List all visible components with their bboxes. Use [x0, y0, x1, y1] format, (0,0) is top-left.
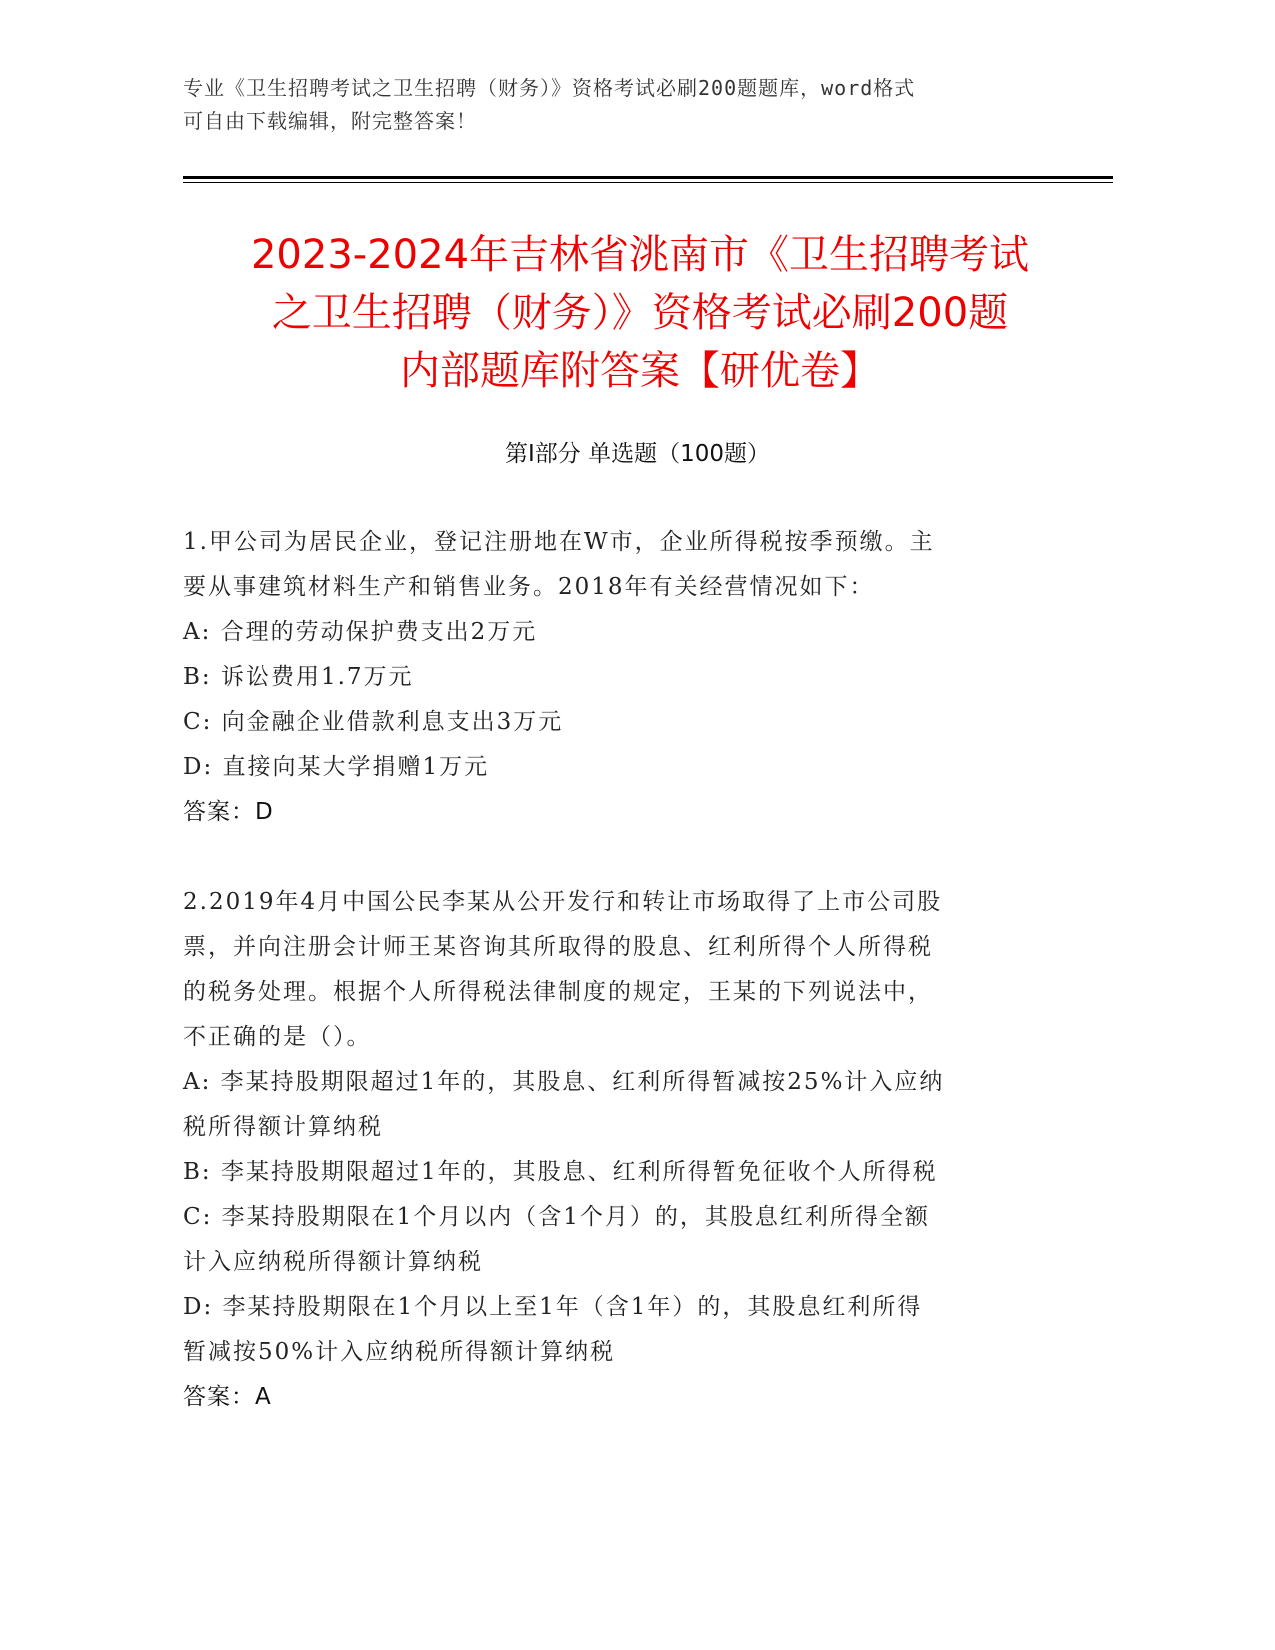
option-d-continued: 暂减按50%计入应纳税所得额计算纳税: [183, 1339, 616, 1365]
question-stem-line: 的税务处理。根据个人所得税法律制度的规定，王某的下列说法中，: [183, 979, 933, 1005]
header-note-line-2: 可自由下载编辑，附完整答案！: [183, 109, 477, 133]
option-c: C: 向金融企业借款利息支出3万元: [183, 709, 564, 735]
option-c-continued: 计入应纳税所得额计算纳税: [183, 1249, 483, 1275]
header-divider-thick: [183, 176, 1113, 179]
title-line-3: 内部题库附答案【研优卷】: [400, 348, 880, 394]
option-b: B: 诉讼费用1.7万元: [183, 664, 414, 690]
header-divider-thin: [183, 182, 1113, 183]
header-note: [183, 72, 1063, 138]
option-c: C: 李某持股期限在1个月以内（含1个月）的，其股息红利所得全额: [183, 1204, 930, 1230]
answer-label: 答案：D: [183, 799, 274, 825]
option-a: A: 合理的劳动保护费支出2万元: [183, 619, 538, 645]
answer-label: 答案：A: [183, 1384, 272, 1410]
question-stem-line: 不正确的是（）。: [183, 1024, 372, 1050]
option-b: B: 李某持股期限超过1年的，其股息、红利所得暂免征收个人所得税: [183, 1159, 938, 1185]
header-note-line-1: 专业《卫生招聘考试之卫生招聘（财务）》资格考试必刷200题题库，word格式: [183, 76, 916, 100]
question-stem-line: 1.甲公司为居民企业，登记注册地在W市，企业所得税按季预缴。主: [183, 529, 935, 555]
question-stem-line: 票，并向注册会计师王某咨询其所取得的股息、红利所得个人所得税: [183, 934, 933, 960]
option-d: D: 李某持股期限在1个月以上至1年（含1年）的，其股息红利所得: [183, 1294, 923, 1320]
question-stem-line: 2.2019年4月中国公民李某从公开发行和转让市场取得了上市公司股: [183, 889, 943, 915]
option-d: D: 直接向某大学捐赠1万元: [183, 754, 490, 780]
question-stem-line: 要从事建筑材料生产和销售业务。2018年有关经营情况如下：: [183, 574, 875, 600]
title-line-2: 之卫生招聘（财务）》资格考试必刷200题: [271, 290, 1009, 336]
question-2: [183, 880, 1063, 1420]
option-a: A: 李某持股期限超过1年的，其股息、红利所得暂减按25%计入应纳: [183, 1069, 945, 1095]
title-line-1: 2023-2024年吉林省洮南市《卫生招聘考试: [250, 232, 1030, 278]
document-title: [160, 226, 1120, 400]
question-1: [183, 520, 1063, 835]
option-a-continued: 税所得额计算纳税: [183, 1114, 383, 1140]
section-heading: 第I部分 单选题（100题）: [505, 441, 770, 467]
